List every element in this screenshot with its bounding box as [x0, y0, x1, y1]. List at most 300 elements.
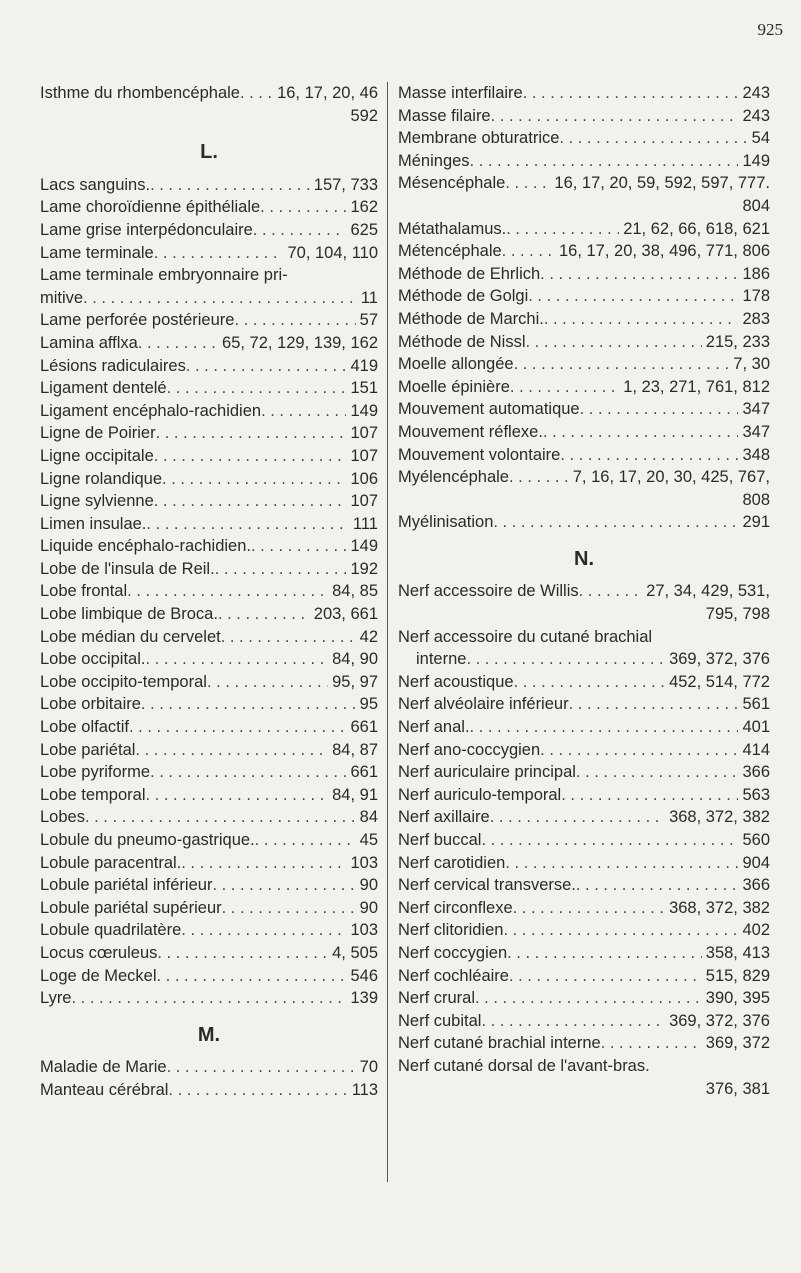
- entry-pages: 27, 34, 429, 531,: [646, 582, 770, 601]
- leader-dots: [510, 376, 619, 399]
- leader-dots: [544, 308, 739, 331]
- index-entry: [40, 784, 378, 807]
- leader-dots: [221, 626, 356, 649]
- entry-pages: 45: [359, 831, 378, 849]
- index-entry: [40, 513, 378, 536]
- leader-dots: [503, 919, 738, 942]
- entry-pages: 16, 17, 20, 38, 496, 771, 806: [558, 242, 770, 261]
- entry-term: Nerf auriculo-temporal: [398, 785, 562, 804]
- entry-pages-continued: 376, 381: [705, 1079, 770, 1098]
- entry-term: Nerf circonflexe: [398, 898, 513, 917]
- entry-pages: 390, 395: [705, 989, 770, 1008]
- entry-term: Nerf cutané dorsal de l'avant-bras.: [398, 1056, 650, 1075]
- index-entry: [40, 242, 378, 265]
- leader-dots: [579, 580, 643, 603]
- section-letter-n: N.: [574, 547, 594, 570]
- entry-pages-continued: 795, 798: [705, 605, 770, 624]
- entry-term: Lobule paracentral.: [40, 853, 182, 872]
- index-entry: [398, 761, 770, 784]
- entry-term: Lésions radiculaires: [40, 356, 186, 375]
- entry-pages: 70: [359, 1058, 378, 1077]
- section-letter-l: L.: [200, 141, 218, 164]
- leader-dots: [470, 150, 739, 173]
- entry-term: Myélencéphale: [398, 468, 509, 487]
- index-entry: [398, 82, 770, 105]
- entry-pages: 107: [350, 424, 378, 443]
- index-entry: [40, 1079, 378, 1102]
- entry-pages: 1, 23, 271, 761, 812: [623, 377, 770, 396]
- leader-dots: [505, 852, 738, 875]
- leader-dots: [167, 377, 347, 400]
- index-entry: [40, 535, 378, 558]
- index-entry: [398, 218, 770, 241]
- index-entry: [40, 490, 378, 513]
- index-entry: [40, 558, 378, 581]
- entry-term: Mouvement automatique: [398, 400, 580, 419]
- entry-pages: 904: [742, 853, 770, 872]
- leader-dots: [481, 829, 738, 852]
- entry-term: Lame perforée postérieure: [40, 311, 235, 330]
- leader-dots: [135, 739, 328, 762]
- entry-term: Locus cœruleus: [40, 943, 158, 962]
- leader-dots: [514, 671, 665, 694]
- entry-term: Masse filaire: [398, 106, 491, 125]
- leader-dots: [85, 806, 356, 829]
- leader-dots: [222, 897, 356, 920]
- index-entry: [40, 422, 378, 445]
- entry-pages: 546: [350, 966, 378, 985]
- entry-term: Nerf axillaire: [398, 808, 490, 827]
- index-entry: [398, 263, 770, 286]
- index-entry: [40, 400, 378, 423]
- entry-pages: 107: [350, 446, 378, 465]
- entry-term: Méthode de Ehrlich: [398, 264, 541, 283]
- entry-pages: 283: [742, 309, 770, 328]
- leader-dots: [138, 332, 218, 355]
- leader-dots: [255, 829, 356, 852]
- index-entry: [398, 511, 770, 534]
- index-entry: [40, 264, 378, 287]
- entry-pages: 186: [742, 264, 770, 283]
- entry-pages: 70, 104, 110: [287, 243, 378, 262]
- leader-dots: [505, 172, 550, 195]
- index-entry: [40, 174, 378, 197]
- entry-pages: 560: [742, 831, 770, 849]
- leader-dots: [523, 82, 739, 105]
- leader-dots: [72, 987, 347, 1010]
- leader-dots: [580, 398, 739, 421]
- entry-term: Limen insulae.: [40, 514, 147, 533]
- entry-term: Lobes: [40, 808, 85, 827]
- section-letter-m: M.: [197, 1023, 221, 1046]
- index-entry: [40, 309, 378, 332]
- index-entry: [398, 987, 770, 1010]
- entry-pages: 151: [350, 379, 378, 398]
- leader-dots: [560, 444, 738, 467]
- leader-dots: [493, 511, 738, 534]
- entry-pages: 243: [742, 84, 770, 102]
- index-entry: [398, 693, 770, 716]
- index-entry: [398, 874, 770, 897]
- leader-dots: [576, 761, 739, 784]
- leader-dots: [528, 285, 738, 308]
- entry-term: Lacs sanguins.: [40, 175, 151, 194]
- entry-term: Isthme du rhombencéphale: [40, 84, 240, 102]
- entry-pages: 16, 17, 20, 59, 592, 597, 777.: [554, 174, 770, 193]
- index-entry: [398, 942, 770, 965]
- leader-dots: [157, 965, 347, 988]
- entry-pages: 107: [350, 492, 378, 511]
- leader-dots: [543, 421, 739, 444]
- entry-pages: 84, 90: [332, 650, 378, 669]
- leader-dots: [601, 1032, 702, 1055]
- index-entry: [398, 127, 770, 150]
- entry-term: mitive: [40, 288, 84, 307]
- entry-pages: 366: [742, 763, 770, 782]
- entry-term: Mouvement réflexe.: [398, 422, 543, 441]
- entry-term: Ligne occipitale: [40, 446, 154, 465]
- leader-dots: [481, 1010, 665, 1033]
- index-entry: [398, 285, 770, 308]
- index-entry: [398, 580, 770, 603]
- entry-pages: 419: [350, 356, 378, 375]
- entry-term: Nerf anal.: [398, 718, 470, 737]
- entry-pages: 149: [742, 151, 770, 170]
- entry-pages: 7, 16, 17, 20, 30, 425, 767,: [572, 468, 770, 487]
- entry-term: Nerf buccal: [398, 831, 482, 849]
- index-entry: [398, 897, 770, 920]
- leader-dots: [466, 648, 665, 671]
- index-entry: [398, 716, 770, 739]
- entry-term: Moelle épinière: [398, 377, 510, 396]
- section-l-entries: [40, 174, 378, 1010]
- entry-term: Nerf carotidien: [398, 853, 506, 872]
- entry-pages: 113: [351, 1080, 378, 1099]
- entry-pages: 57: [359, 311, 378, 330]
- leader-dots: [212, 874, 355, 897]
- index-entry: [40, 965, 378, 988]
- leader-dots: [475, 987, 702, 1010]
- entry-pages: 65, 72, 129, 139, 162: [222, 333, 378, 352]
- leader-dots: [215, 558, 347, 581]
- index-entry: [40, 716, 378, 739]
- leader-dots: [156, 422, 347, 445]
- index-entry: [40, 852, 378, 875]
- entry-term: Nerf cervical transverse.: [398, 876, 576, 895]
- entry-pages: 16, 17, 20, 46: [277, 84, 378, 102]
- entry-pages: 84, 85: [332, 582, 378, 601]
- entry-pages: 103: [350, 853, 378, 872]
- entry-term: Méninges: [398, 151, 470, 170]
- index-entry: [40, 761, 378, 784]
- index-entry: [398, 829, 770, 852]
- entry-term: Lobe temporal: [40, 785, 146, 804]
- entry-pages: 42: [359, 627, 378, 646]
- index-entry: [40, 332, 378, 355]
- leader-dots: [146, 648, 329, 671]
- index-entry: [398, 398, 770, 421]
- index-entry: [398, 1010, 770, 1033]
- leader-dots: [260, 196, 346, 219]
- entry-pages: 149: [350, 537, 378, 556]
- entry-term: Manteau cérébral: [40, 1080, 169, 1099]
- leader-dots: [502, 240, 555, 263]
- index-entry: [40, 626, 378, 649]
- index-entry: [398, 852, 770, 875]
- index-entry: [40, 942, 378, 965]
- entry-pages: 661: [350, 763, 378, 782]
- leader-dots: [251, 535, 346, 558]
- leader-dots: [150, 761, 346, 784]
- entry-term: Nerf crural: [398, 989, 476, 1008]
- entry-pages: 149: [350, 401, 378, 420]
- leader-dots: [146, 513, 349, 536]
- index-entry: [398, 376, 770, 399]
- index-entry: [398, 784, 770, 807]
- entry-pages: 661: [350, 718, 378, 737]
- entry-term: Méthode de Marchi.: [398, 309, 544, 328]
- entry-term: Ligament dentelé: [40, 379, 167, 398]
- right-top-entries: [398, 82, 770, 534]
- leader-dots: [181, 919, 346, 942]
- index-entry: [40, 1056, 378, 1079]
- index-entry: [398, 648, 770, 671]
- leader-dots: [186, 355, 347, 378]
- entry-term: Nerf ano-coccygien: [398, 740, 541, 759]
- entry-term: Membrane obturatrice: [398, 129, 560, 148]
- entry-term: Lame terminale: [40, 243, 154, 262]
- entry-pages: 368, 372, 382: [669, 808, 770, 827]
- index-entry: [40, 468, 378, 491]
- entry-term: Lobule pariétal supérieur: [40, 898, 222, 917]
- leader-dots: [514, 353, 730, 376]
- leader-dots: [141, 693, 356, 716]
- entry-pages: 95, 97: [332, 672, 378, 691]
- entry-pages: 54: [751, 129, 770, 148]
- entry-term: Ligne sylvienne: [40, 492, 154, 511]
- entry-pages: 515, 829: [705, 966, 770, 985]
- entry-term: Nerf auriculaire principal: [398, 763, 576, 782]
- index-entry: [40, 287, 378, 310]
- leader-dots: [181, 852, 346, 875]
- entry-pages: 243: [742, 106, 770, 125]
- entry-term: Mésencéphale: [398, 174, 506, 193]
- index-entry: [40, 897, 378, 920]
- leader-dots: [218, 603, 310, 626]
- leader-dots: [150, 174, 310, 197]
- leader-dots: [129, 716, 346, 739]
- entry-pages: 7, 30: [733, 355, 770, 374]
- index-entry: [398, 1055, 770, 1078]
- entry-pages: 368, 372, 382: [669, 898, 770, 917]
- entry-term: Liquide encéphalo-rachidien.: [40, 537, 251, 556]
- leader-dots: [146, 784, 329, 807]
- index-entry: [398, 421, 770, 444]
- index-entry: [398, 172, 770, 195]
- entry-pages: 366: [742, 876, 770, 895]
- leader-dots: [127, 580, 328, 603]
- entry-pages: 291: [742, 513, 770, 532]
- index-entry: [40, 219, 378, 242]
- entry-term: Lobe pyriforme: [40, 763, 151, 782]
- entry-term: Nerf cutané brachial interne: [398, 1034, 601, 1053]
- leader-dots: [559, 127, 747, 150]
- entry-term: Nerf alvéolaire inférieur: [398, 695, 569, 714]
- entry-term: Lobe pariétal: [40, 740, 136, 759]
- entry-pages: 192: [350, 559, 378, 578]
- index-entry: [40, 377, 378, 400]
- entry-term: Mouvement volontaire: [398, 445, 561, 464]
- leader-dots: [561, 784, 738, 807]
- leader-dots: [540, 263, 738, 286]
- entry-pages: 90: [359, 898, 378, 917]
- right-column: [398, 82, 770, 1100]
- entry-term: Masse interfilaire: [398, 84, 523, 102]
- entry-term: Méthode de Golgi: [398, 287, 529, 306]
- entry-pages: 95: [359, 695, 378, 714]
- index-entry: [398, 150, 770, 173]
- leader-dots: [154, 445, 347, 468]
- entry-pages: 90: [359, 876, 378, 895]
- entry-term: Lame grise interpédonculaire: [40, 220, 253, 239]
- leader-dots: [525, 331, 701, 354]
- index-entry: [40, 671, 378, 694]
- index-entry: [40, 874, 378, 897]
- entry-term: Lobule pariétal inférieur: [40, 876, 213, 895]
- index-entry: [398, 105, 770, 128]
- leader-dots: [167, 1056, 356, 1079]
- entry-pages: 103: [350, 921, 378, 940]
- entry-term: Ligne rolandique: [40, 469, 163, 488]
- entry-term: Lobe frontal: [40, 582, 128, 601]
- entry-pages: 84, 87: [332, 740, 378, 759]
- entry-term: Nerf cubital: [398, 1011, 482, 1030]
- entry-pages: 561: [742, 695, 770, 714]
- column-divider: [387, 82, 388, 1182]
- index-entry: [398, 331, 770, 354]
- leader-dots: [162, 468, 346, 491]
- index-entry: [398, 1032, 770, 1055]
- index-entry: [40, 355, 378, 378]
- entry-term: Ligament encéphalo-rachidien: [40, 401, 262, 420]
- leader-dots: [540, 739, 738, 762]
- index-entry: [398, 444, 770, 467]
- entry-term: Lobe de l'insula de Reil.: [40, 559, 215, 578]
- entry-term: Nerf cochléaire: [398, 966, 509, 985]
- entry-pages: 369, 372: [705, 1034, 770, 1053]
- index-entry: [398, 626, 770, 649]
- left-column: [40, 82, 378, 1102]
- entry-term: Méthode de Nissl: [398, 332, 526, 351]
- entry-term: Maladie de Marie: [40, 1058, 167, 1077]
- left-top-entries: [40, 82, 378, 127]
- leader-dots: [576, 874, 739, 897]
- entry-pages: 369, 372, 376: [669, 650, 770, 669]
- entry-term: Lobe orbitaire: [40, 695, 141, 714]
- entry-pages: 215, 233: [705, 332, 770, 351]
- entry-pages: 4, 505: [332, 943, 378, 962]
- leader-dots: [157, 942, 328, 965]
- entry-pages: 563: [742, 785, 770, 804]
- entry-term: Nerf acoustique: [398, 672, 514, 691]
- entry-pages: 348: [742, 445, 770, 464]
- entry-term: Lyre: [40, 989, 72, 1008]
- entry-pages: 452, 514, 772: [669, 672, 770, 691]
- entry-term: Lamina afflxa: [40, 333, 138, 352]
- entry-term: Loge de Meckel: [40, 966, 157, 985]
- entry-term: Ligne de Poirier: [40, 424, 156, 443]
- entry-pages: 625: [350, 220, 378, 239]
- index-entry: [40, 648, 378, 671]
- index-entry: [398, 739, 770, 762]
- index-entry: [40, 693, 378, 716]
- index-entry: [40, 739, 378, 762]
- entry-pages: 347: [742, 400, 770, 419]
- entry-term: Nerf clitoridien: [398, 921, 504, 940]
- entry-pages: 111: [352, 514, 378, 533]
- entry-term: Lobe occipital.: [40, 650, 146, 669]
- entry-term: interne: [416, 650, 467, 669]
- leader-dots: [83, 287, 357, 310]
- index-entry: [40, 82, 378, 105]
- leader-dots: [154, 490, 347, 513]
- index-entry: [398, 240, 770, 263]
- leader-dots: [509, 466, 569, 489]
- leader-dots: [513, 897, 665, 920]
- index-entry: [40, 603, 378, 626]
- entry-pages: 414: [742, 740, 770, 759]
- entry-pages-continued: 808: [742, 490, 770, 509]
- entry-term: Lobe olfactif: [40, 718, 129, 737]
- index-entry: [40, 919, 378, 942]
- entry-pages: 11: [360, 288, 378, 307]
- entry-pages: 369, 372, 376: [669, 1011, 770, 1030]
- entry-pages: 84, 91: [332, 785, 378, 804]
- entry-term: Lobule quadrilatère: [40, 921, 182, 940]
- entry-term: Lobule du pneumo-gastrique.: [40, 831, 255, 849]
- entry-pages: 106: [350, 469, 378, 488]
- leader-dots: [168, 1079, 347, 1102]
- index-entry: [398, 965, 770, 988]
- leader-dots: [509, 965, 702, 988]
- index-entry: [398, 308, 770, 331]
- entry-term: Lobe occipito-temporal: [40, 672, 207, 691]
- leader-dots: [490, 806, 665, 829]
- leader-dots: [491, 105, 739, 128]
- entry-pages: 347: [742, 422, 770, 441]
- entry-pages: 178: [742, 287, 770, 306]
- entry-pages: 162: [350, 198, 378, 217]
- leader-dots: [261, 400, 346, 423]
- entry-term: Nerf accessoire du cutané brachial: [398, 627, 653, 646]
- entry-term: Lame choroïdienne épithéliale: [40, 198, 261, 217]
- index-entry: [398, 466, 770, 489]
- index-entry: [40, 806, 378, 829]
- index-entry: [40, 196, 378, 219]
- leader-dots: [240, 82, 273, 105]
- index-entry: [398, 671, 770, 694]
- entry-pages: 84: [359, 808, 378, 827]
- entry-term: Nerf accessoire de Willis: [398, 582, 579, 601]
- leader-dots: [253, 219, 347, 242]
- leader-dots: [507, 942, 702, 965]
- entry-pages: 157, 733: [313, 175, 378, 194]
- index-entry: [40, 987, 378, 1010]
- entry-term: Lame terminale embryonnaire pri-: [40, 266, 288, 285]
- entry-pages: 358, 413: [705, 943, 770, 962]
- entry-pages-continued: 804: [742, 196, 770, 215]
- section-n-entries: [398, 580, 770, 1100]
